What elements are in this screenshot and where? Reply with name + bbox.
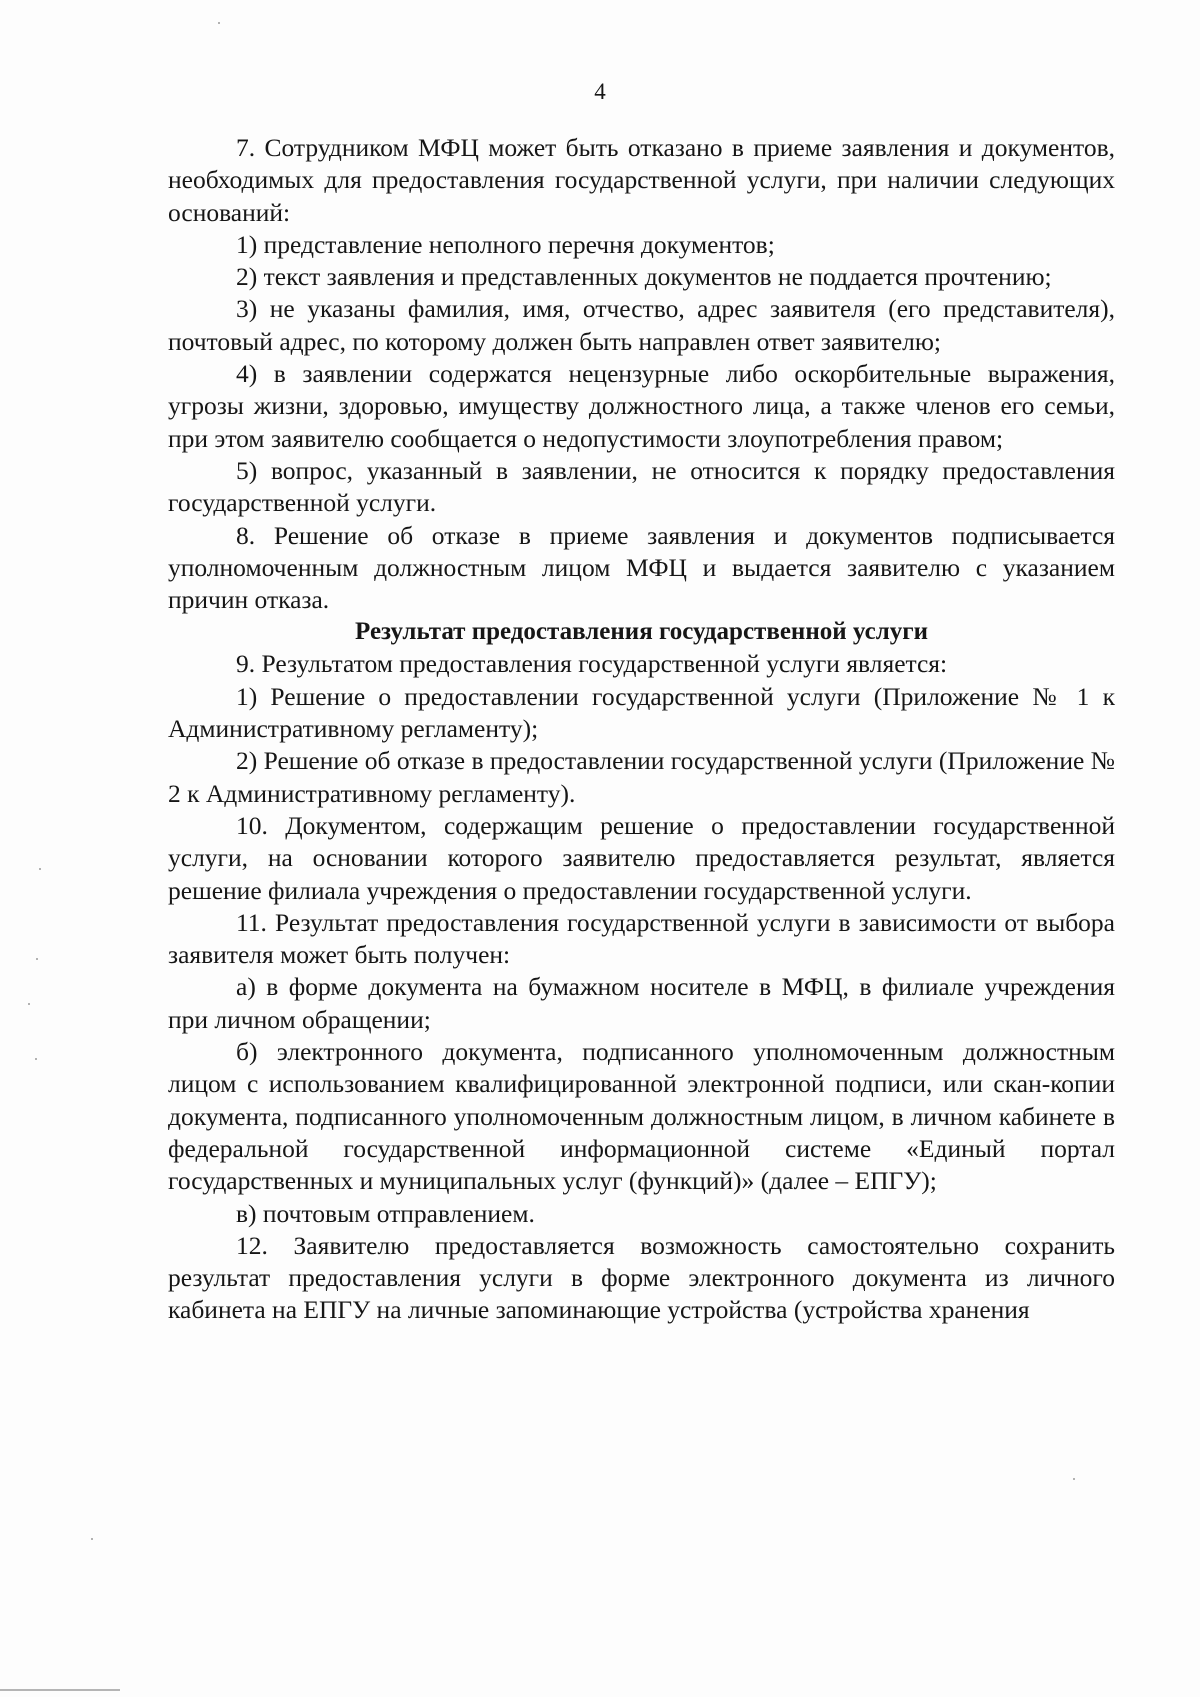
scan-speck bbox=[91, 1538, 93, 1540]
paragraph-8: 8. Решение об отказе в приеме заявления и документов подписывается уполномоченным должностным лицом МФЦ и выдается заявителю с указанием причин отказа. bbox=[168, 520, 1115, 615]
scan-speck bbox=[36, 958, 38, 960]
paragraph-9: 9. Результатом предоставления государственной услуги является: bbox=[236, 649, 948, 679]
scan-speck bbox=[28, 1003, 30, 1005]
section-heading: Результат предоставления государственной услуги bbox=[355, 618, 928, 646]
list-item-7-3: 3) не указаны фамилия, имя, отчество, адрес заявителя (его представителя), почтовый адрес, по которому должен быть направлен ответ заявителю; bbox=[168, 294, 1115, 356]
scan-speck bbox=[39, 868, 41, 870]
scan-speck bbox=[1073, 1478, 1075, 1480]
scan-edge-line bbox=[0, 1689, 120, 1691]
list-item-7-5: 5) вопрос, указанный в заявлении, не относится к порядку предоставления государственной услуги. bbox=[168, 455, 1115, 518]
list-item-11-b: б) электронного документа, подписанного уполномоченным должностным лицом с использованием квалифицированной электронной подписи, или скан-копии документа, подписанного уполномоченным должностным лицом, в личном кабинете в федеральной государственной информационной системе «Единый портал государственных и муниципальных услуг (функций)» (далее – ЕПГУ); bbox=[168, 1037, 1115, 1196]
list-item-11-a: а) в форме документа на бумажном носителе в МФЦ, в филиале учреждения при личном обращении; bbox=[168, 972, 1115, 1034]
list-item-7-1: 1) представление неполного перечня документов; bbox=[236, 229, 775, 259]
paragraph-11: 11. Результат предоставления государственной услуги в зависимости от выбора заявителя может быть получен: bbox=[168, 907, 1115, 970]
list-item-9-1: 1) Решение о предоставлении государственной услуги (Приложение № 1 к Административному регламенту); bbox=[168, 681, 1115, 744]
document-body bbox=[168, 132, 1115, 1327]
paragraph-12: 12. Заявителю предоставляется возможность самостоятельно сохранить результат предоставления услуги в форме электронного документа из личного кабинета на ЕПГУ на личные запоминающие устройства (устройства хранения bbox=[168, 1230, 1115, 1325]
list-item-11-v: в) почтовым отправлением. bbox=[236, 1198, 535, 1228]
list-item-9-2: 2) Решение об отказе в предоставлении государственной услуги (Приложение № 2 к Административному регламенту). bbox=[168, 746, 1115, 808]
page-number: 4 bbox=[594, 79, 606, 104]
paragraph-7: 7. Сотрудником МФЦ может быть отказано в приеме заявления и документов, необходимых для предоставления государственной услуги, при наличии следующих оснований: bbox=[168, 133, 1115, 227]
list-item-7-2: 2) текст заявления и представленных документов не поддается прочтению; bbox=[236, 262, 1052, 292]
paragraph-10: 10. Документом, содержащим решение о предоставлении государственной услуги, на основании которого заявителю предоставляется результат, является решение филиала учреждения о предоставлении государственной услуги. bbox=[168, 810, 1115, 905]
scan-speck bbox=[218, 22, 220, 24]
scan-speck bbox=[35, 1058, 37, 1060]
list-item-7-4: 4) в заявлении содержатся нецензурные либо оскорбительные выражения, угрозы жизни, здоровью, имуществу должностного лица, а также членов его семьи, при этом заявителю сообщается о недопустимости злоупотребления правом; bbox=[168, 359, 1115, 453]
